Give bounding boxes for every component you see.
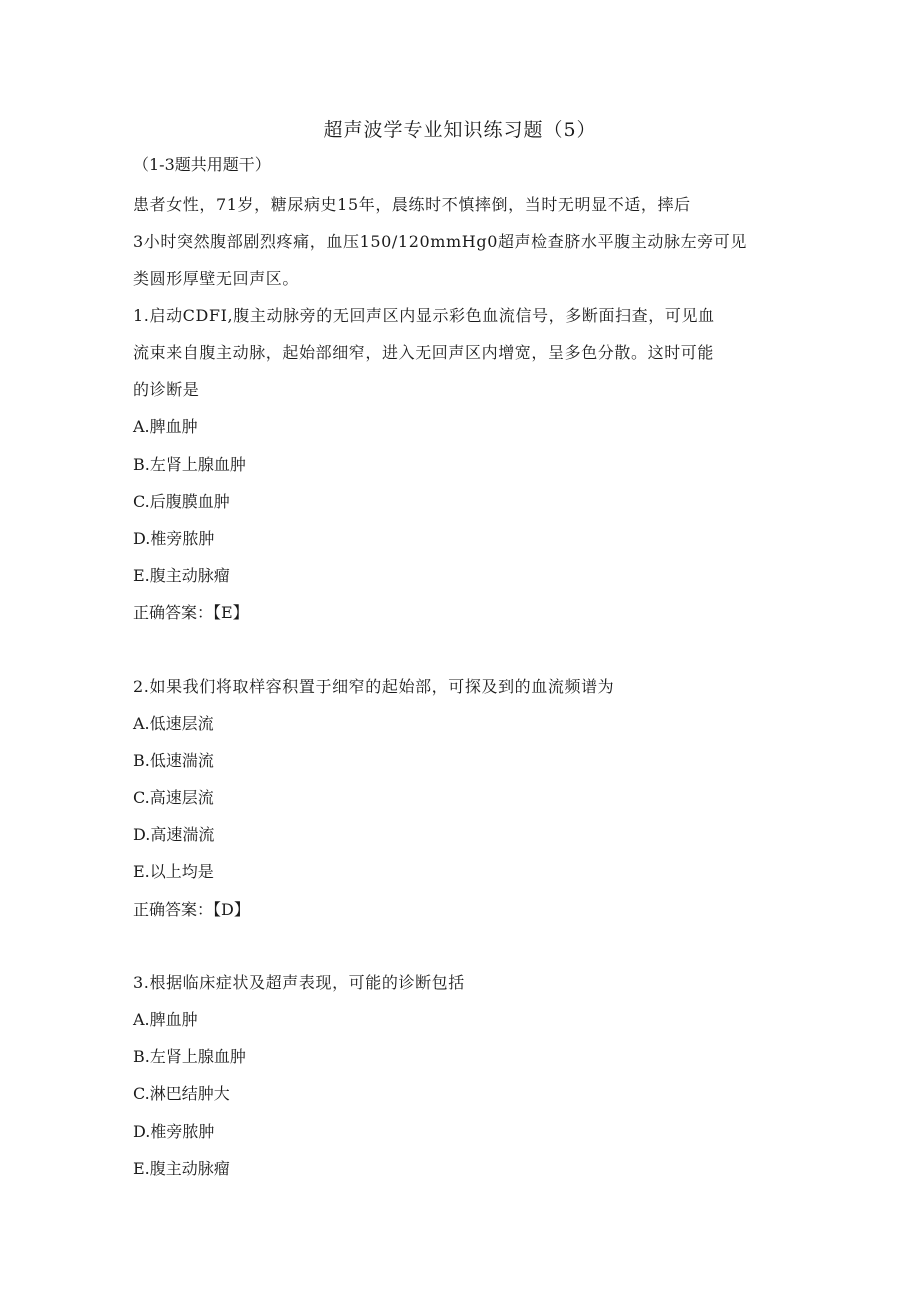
shared-stem-label: （1-3题共用题干） (133, 155, 271, 174)
case-line-1: 患者女性，71岁，糖尿病史15年，晨练时不慎摔倒，当时无明显不适，摔后 (133, 195, 691, 214)
question-1-option-d: D.椎旁脓肿 (133, 529, 215, 548)
case-line-2: 3小时突然腹部剧烈疼痛，血压150/120mmHg0超声检查脐水平腹主动脉左旁可见 (133, 232, 747, 251)
question-3-option-a: A.脾血肿 (133, 1010, 198, 1029)
question-1-stem-line-2: 流束来自腹主动脉，起始部细窄，进入无回声区内增宽，呈多色分散。这时可能 (133, 343, 715, 362)
question-3-option-e: E.腹主动脉瘤 (133, 1159, 230, 1178)
document-title: 超声波学专业知识练习题（5） (323, 119, 597, 141)
question-1-option-b: B.左肾上腺血肿 (133, 455, 246, 474)
question-3-option-c: C.淋巴结肿大 (133, 1084, 230, 1103)
question-1-answer: 正确答案：【E】 (133, 603, 249, 622)
case-line-3: 类圆形厚壁无回声区。 (133, 269, 300, 288)
question-2-option-d: D.高速湍流 (133, 825, 215, 844)
question-1-option-e: E.腹主动脉瘤 (133, 566, 230, 585)
question-2-answer: 正确答案：【D】 (133, 900, 250, 919)
question-2-option-c: C.高速层流 (133, 788, 214, 807)
question-3-stem: 3.根据临床症状及超声表现，可能的诊断包括 (133, 973, 465, 992)
question-2-option-e: E.以上均是 (133, 862, 214, 881)
question-1-option-c: C.后腹膜血肿 (133, 492, 230, 511)
question-1-option-a: A.脾血肿 (133, 417, 198, 436)
question-2-option-b: B.低速湍流 (133, 751, 214, 770)
question-2-stem: 2.如果我们将取样容积置于细窄的起始部，可探及到的血流频谱为 (133, 677, 615, 696)
question-1-stem-line-1: 1.启动CDFI,腹主动脉旁的无回声区内显示彩色血流信号，多断面扫查，可见血 (133, 306, 715, 325)
question-3-option-d: D.椎旁脓肿 (133, 1122, 215, 1141)
question-2-option-a: A.低速层流 (133, 714, 214, 733)
question-1-stem-line-3: 的诊断是 (133, 380, 200, 399)
question-3-option-b: B.左肾上腺血肿 (133, 1047, 246, 1066)
